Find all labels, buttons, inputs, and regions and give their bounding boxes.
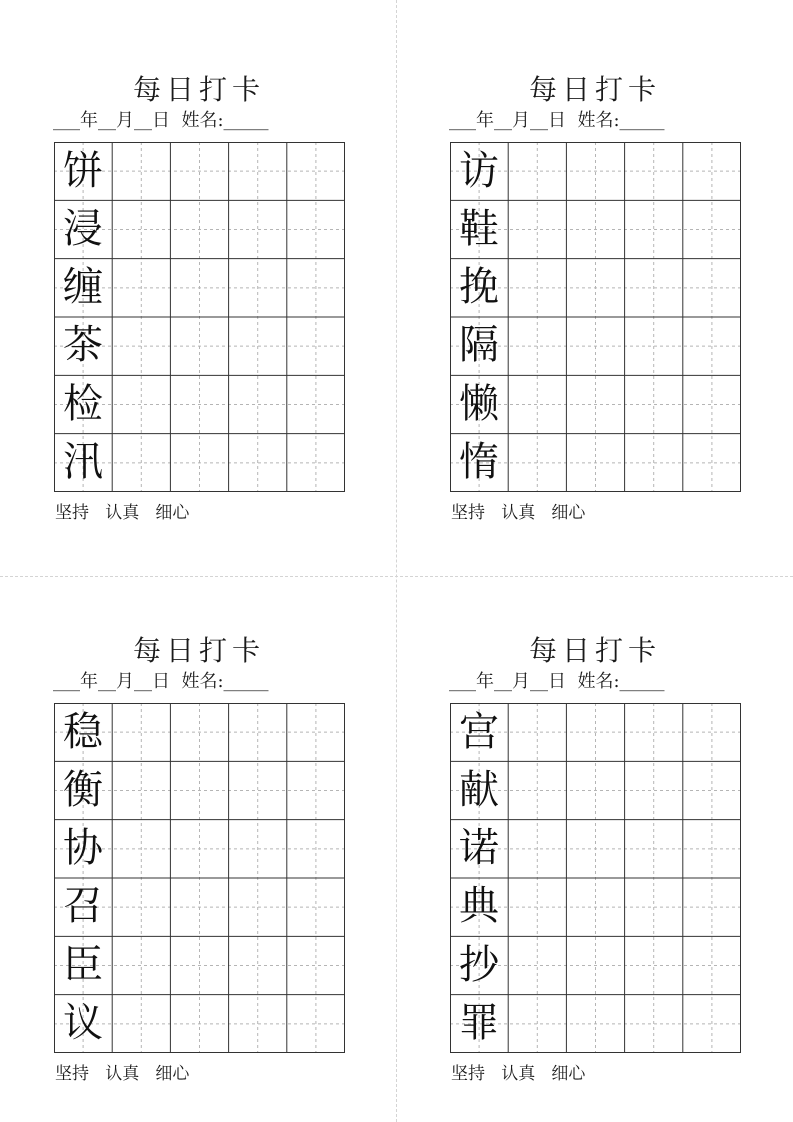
- practice-character: 汛: [63, 439, 103, 485]
- practice-character: 协: [63, 825, 103, 871]
- checkin-card: [449, 0, 741, 523]
- practice-character: 懒: [459, 381, 499, 427]
- date-name-line: ___年__月__日 姓名:_____: [53, 110, 269, 131]
- card-footer-motto: 坚持 认真 细心: [451, 1064, 586, 1084]
- practice-character: 茶: [63, 322, 103, 368]
- card-footer-motto: 坚持 认真 细心: [55, 503, 190, 523]
- practice-character: 稳: [63, 709, 103, 755]
- practice-character: 饼: [63, 148, 103, 194]
- practice-character: 浸: [63, 206, 103, 252]
- practice-character: 衡: [63, 767, 103, 813]
- vertical-cut-line: [396, 0, 397, 1122]
- practice-character: 隔: [459, 322, 499, 368]
- writing-grid: [450, 142, 741, 492]
- practice-character: 缠: [63, 264, 103, 310]
- date-name-line: ___年__月__日 姓名:_____: [449, 671, 665, 692]
- practice-character: 罪: [459, 1000, 499, 1046]
- practice-character: 诺: [459, 825, 499, 871]
- practice-character: 抄: [459, 942, 499, 988]
- card-title: 每日打卡: [528, 73, 661, 106]
- practice-character: 议: [63, 1000, 103, 1046]
- date-name-line: ___年__月__日 姓名:_____: [449, 110, 665, 131]
- card-footer-motto: 坚持 认真 细心: [451, 503, 586, 523]
- practice-character: 挽: [459, 264, 499, 310]
- writing-grid: [54, 703, 345, 1053]
- card-title: 每日打卡: [132, 73, 265, 106]
- practice-character: 典: [459, 883, 499, 929]
- checkin-card: [53, 561, 345, 1084]
- card-title: 每日打卡: [528, 634, 661, 667]
- writing-grid: [450, 703, 741, 1053]
- checkin-card: [449, 561, 741, 1084]
- practice-character: 惰: [459, 439, 499, 485]
- practice-character: 宫: [459, 709, 499, 755]
- practice-character: 臣: [63, 942, 103, 988]
- practice-character: 献: [459, 767, 499, 813]
- practice-character: 鞋: [459, 206, 499, 252]
- checkin-card: [53, 0, 345, 523]
- card-footer-motto: 坚持 认真 细心: [55, 1064, 190, 1084]
- date-name-line: ___年__月__日 姓名:_____: [53, 671, 269, 692]
- card-title: 每日打卡: [132, 634, 265, 667]
- writing-grid: [54, 142, 345, 492]
- practice-character: 召: [63, 883, 103, 929]
- practice-character: 检: [63, 381, 103, 427]
- practice-character: 访: [459, 148, 499, 194]
